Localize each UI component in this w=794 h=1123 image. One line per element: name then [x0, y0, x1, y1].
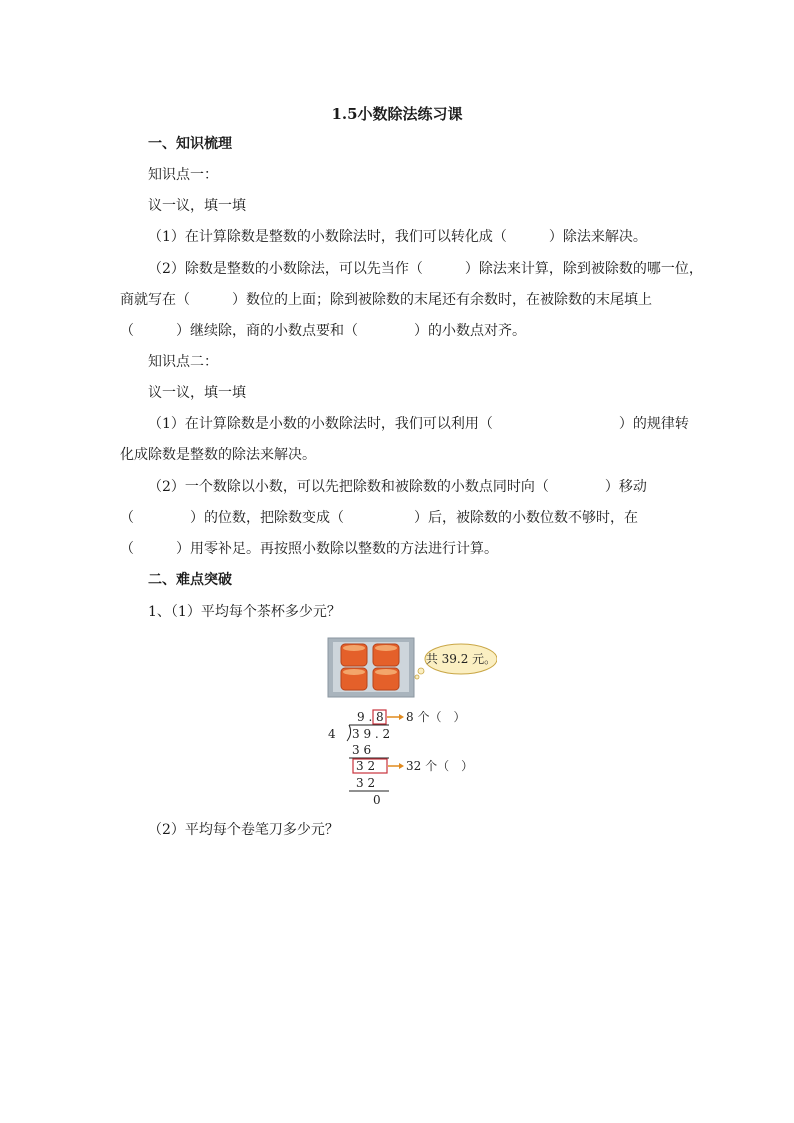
step2-digits: 3 2: [356, 759, 376, 773]
question-1-2: （2）平均每个卷笔刀多少元？: [148, 822, 339, 838]
point2-item2-line2: （ ）的位数，把除数变成（ ）后，被除数的小数位数不够时，在: [120, 510, 638, 526]
point2-item2-line3: （ ）用零补足。再按照小数除以整数的方法进行计算。: [120, 541, 498, 557]
section-heading-knowledge: 一、知识梳理: [148, 136, 232, 152]
dividend: 3 9 . 2: [352, 727, 391, 741]
point1-item2-line1: （2）除数是整数的小数除法，可以先当作（ ）除法来计算，除到被除数的哪一位，: [148, 261, 703, 277]
teacups-tray-illustration: [328, 638, 414, 697]
point2-item1-line1: （1）在计算除数是小数的小数除法时，我们可以利用（ ）的规律转: [148, 416, 689, 432]
division-bracket: [347, 725, 351, 741]
point2-item2-line1: （2）一个数除以小数，可以先把除数和被除数的小数点同时向（ ）移动: [148, 479, 647, 495]
point2-label: 知识点二：: [148, 354, 218, 370]
point1-label: 知识点一：: [148, 167, 218, 183]
arrow-head-2: [399, 763, 404, 769]
price-speech-bubble: [415, 644, 497, 679]
step1-product: 3 6: [352, 743, 372, 757]
point1-item2-line3: （ ）继续除，商的小数点要和（ ）的小数点对齐。: [120, 323, 526, 339]
teacups-division-figure: [327, 637, 497, 817]
question-1-1: 1、（1）平均每个茶杯多少元？: [148, 604, 341, 620]
long-division: [328, 710, 473, 807]
page-title: 1.5小数除法练习课: [331, 105, 463, 123]
quotient-digits: 9 .: [357, 710, 373, 724]
quotient-box-digit: 8: [376, 710, 384, 724]
step3-product: 3 2: [356, 776, 376, 790]
point1-item1: （1）在计算除数是整数的小数除法时，我们可以转化成（ ）除法来解决。: [148, 229, 647, 245]
point2-sub: 议一议，填一填: [148, 385, 246, 401]
point1-item2-line2: 商就写在（ ）数位的上面；除到被除数的末尾还有余数时，在被除数的末尾填上: [120, 292, 652, 308]
step2-note: 32 个（ ）: [406, 759, 474, 773]
divisor: 4: [328, 727, 336, 741]
arrow-head-1: [399, 714, 404, 720]
point2-item1-line2: 化成除数是整数的除法来解决。: [120, 447, 316, 463]
bubble-text: 共 39.2 元。: [425, 652, 497, 666]
quotient-note: 8 个（ ）: [406, 710, 466, 724]
section-heading-difficulty: 二、难点突破: [148, 572, 232, 588]
remainder: 0: [373, 793, 381, 807]
point1-sub: 议一议，填一填: [148, 198, 246, 214]
